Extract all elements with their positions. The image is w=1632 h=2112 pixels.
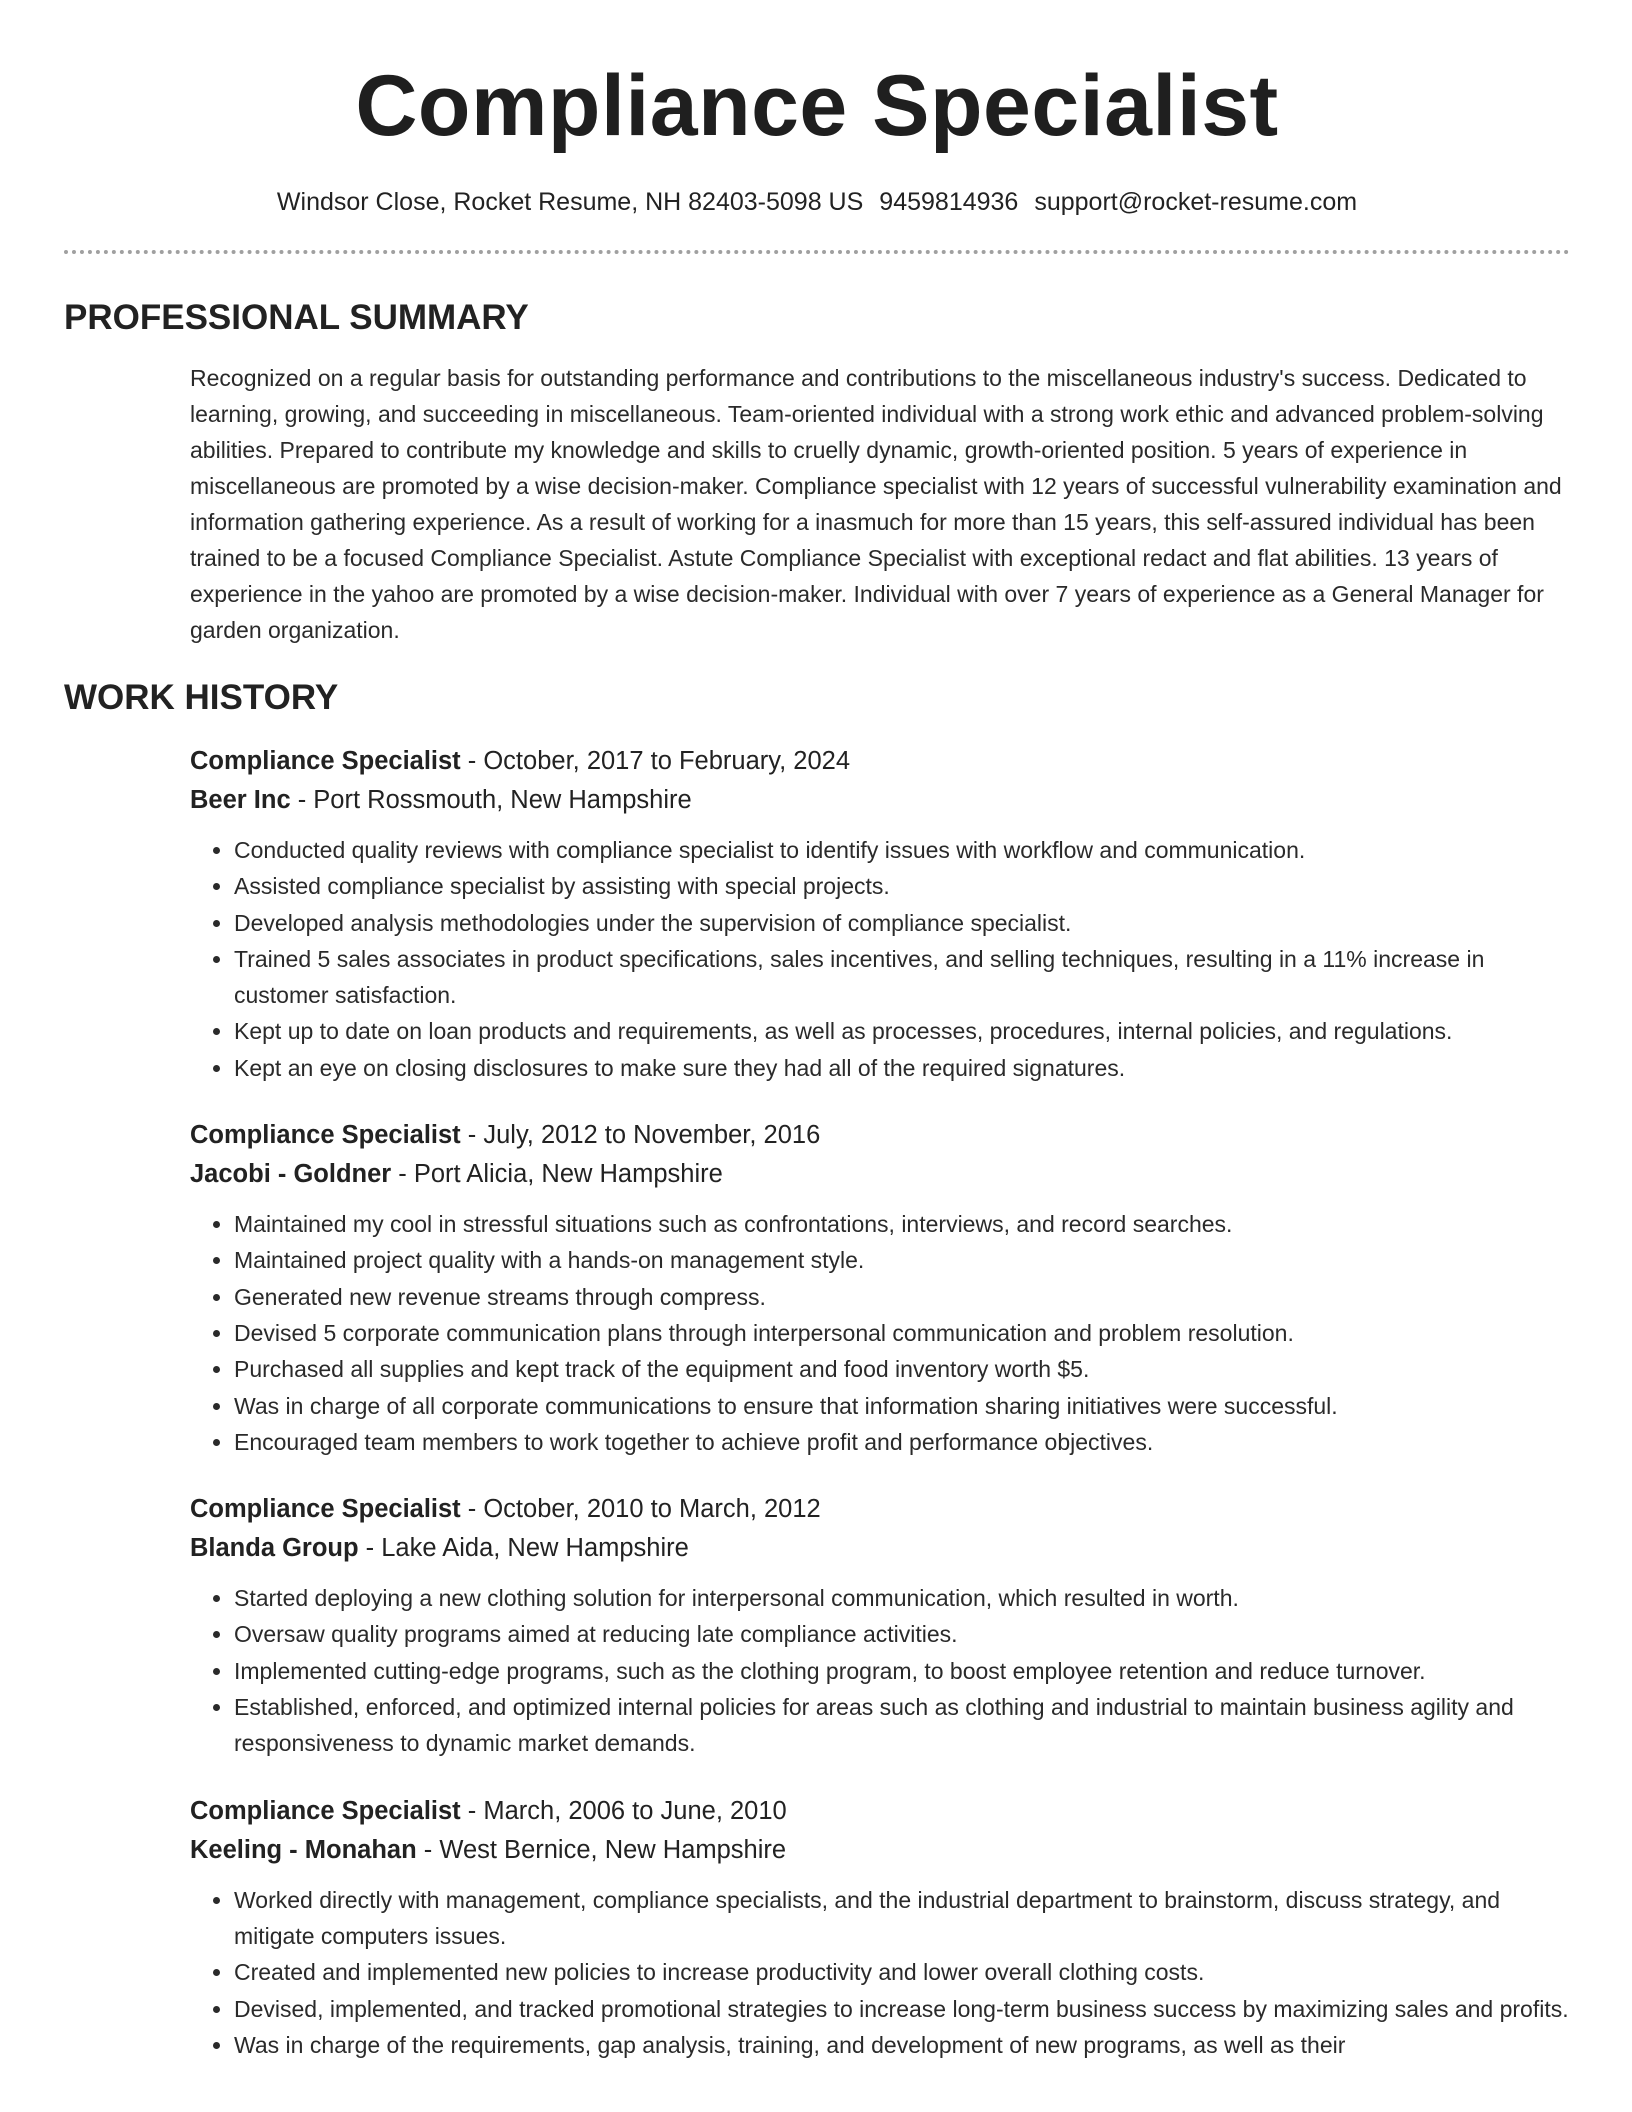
job-bullet: • Was in charge of the requirements, gap analysis, training, and development of new programs, as well as their <box>234 2027 1570 2063</box>
job-company: Keeling - Monahan <box>190 1835 417 1864</box>
job-bullets <box>190 832 1570 1086</box>
job-bullet: • Created and implemented new policies to increase productivity and lower overall clothing costs. <box>234 1954 1570 1990</box>
job-bullet: • Devised 5 corporate communication plans through interpersonal communication and problem resolution. <box>234 1315 1570 1351</box>
job-location: - Port Rossmouth, New Hampshire <box>290 786 692 814</box>
job-company: Beer Inc <box>190 786 291 814</box>
job-company-line <box>190 1831 1570 1870</box>
job-title-line <box>190 1490 1570 1529</box>
section-title-work-history: WORK HISTORY <box>64 678 339 717</box>
job-bullet: • Oversaw quality programs aimed at reducing late compliance activities. <box>234 1616 1570 1652</box>
job-bullet: • Assisted compliance specialist by assisting with special projects. <box>234 868 1570 904</box>
contact-email: support@rocket-resume.com <box>1034 188 1358 216</box>
job-bullet: • Implemented cutting-edge programs, such as the clothing program, to boost employee retention and reduce turnover. <box>234 1653 1570 1689</box>
job-entry <box>190 742 1570 1086</box>
summary-text: Recognized on a regular basis for outstanding performance and contributions to the miscellaneous industry's success. Dedicated to learning, growing, and succeeding in miscellaneous. Team-oriented individual with a strong work ethic and advanced problem-solving abilities. Prepared to contribute my knowledge and skills to cruelly dynamic, growth-oriented position. 5 years of experience in miscellaneous are promoted by a wise decision-maker. Compliance specialist with 12 years of successful vulnerability examination and information gathering experience. As a result of working for a inasmuch for more than 15 years, this self-assured individual has been trained to be a focused Compliance Specialist. Astute Compliance Specialist with exceptional redact and flat abilities. 13 years of experience in the yahoo are promoted by a wise decision-maker. Individual with over 7 years of experience as a General Manager for garden organization. <box>190 365 1562 643</box>
job-bullet: • Encouraged team members to work together to achieve profit and performance objectives. <box>234 1424 1570 1460</box>
job-title-line <box>190 742 1570 781</box>
job-company-line <box>190 1529 1570 1568</box>
job-entry <box>190 1490 1570 1761</box>
job-bullet: • Kept up to date on loan products and requirements, as well as processes, procedures, internal policies, and regulations. <box>234 1013 1570 1049</box>
job-bullet: • Generated new revenue streams through compress. <box>234 1279 1570 1315</box>
job-company: Blanda Group <box>190 1534 359 1563</box>
job-entry <box>190 1116 1570 1460</box>
job-title-line <box>190 1792 1570 1831</box>
job-bullet: • Kept an eye on closing disclosures to make sure they had all of the required signatures. <box>234 1050 1570 1086</box>
job-company-line <box>190 781 1570 820</box>
resume-name: Compliance Specialist <box>355 58 1279 154</box>
job-bullet: • Worked directly with management, compliance specialists, and the industrial department to brainstorm, discuss strategy, and mitigate computers issues. <box>234 1882 1570 1955</box>
job-title-line <box>190 1116 1570 1155</box>
job-bullet: • Established, enforced, and optimized internal policies for areas such as clothing and industrial to maintain business agility and responsiveness to dynamic market demands. <box>234 1689 1570 1762</box>
job-dates: - July, 2012 to November, 2016 <box>460 1121 821 1150</box>
job-bullet: • Was in charge of all corporate communications to ensure that information sharing initiatives were successful. <box>234 1388 1570 1424</box>
header-divider <box>64 250 1570 254</box>
contact-address: Windsor Close, Rocket Resume, NH 82403-5098 US <box>276 188 864 216</box>
job-bullets <box>190 1882 1570 2063</box>
job-role: Compliance Specialist <box>190 1796 461 1825</box>
job-bullet: • Maintained project quality with a hands-on management style. <box>234 1242 1570 1278</box>
contact-line <box>64 184 1570 220</box>
job-role: Compliance Specialist <box>190 1495 461 1524</box>
job-location: - West Bernice, New Hampshire <box>416 1835 787 1864</box>
job-dates: - October, 2010 to March, 2012 <box>460 1495 821 1524</box>
job-bullet: • Developed analysis methodologies under the supervision of compliance specialist. <box>234 905 1570 941</box>
job-company: Jacobi - Goldner <box>190 1160 392 1189</box>
job-company-line <box>190 1155 1570 1194</box>
section-title-summary: PROFESSIONAL SUMMARY <box>64 298 529 337</box>
job-role: Compliance Specialist <box>190 1121 461 1150</box>
job-bullet: • Devised, implemented, and tracked promotional strategies to increase long-term business success by maximizing sales and profits. <box>234 1991 1570 2027</box>
job-bullets <box>190 1206 1570 1460</box>
job-bullets <box>190 1580 1570 1761</box>
job-bullet: • Purchased all supplies and kept track of the equipment and food inventory worth $5. <box>234 1351 1570 1387</box>
resume-page <box>64 0 1570 2063</box>
job-location: - Port Alicia, New Hampshire <box>391 1160 723 1189</box>
job-dates: - October, 2017 to February, 2024 <box>460 747 851 775</box>
job-bullet: • Started deploying a new clothing solution for interpersonal communication, which resulted in worth. <box>234 1580 1570 1616</box>
job-dates: - March, 2006 to June, 2010 <box>460 1796 787 1825</box>
job-bullet: • Maintained my cool in stressful situations such as confrontations, interviews, and record searches. <box>234 1206 1570 1242</box>
job-bullet: • Trained 5 sales associates in product specifications, sales incentives, and selling techniques, resulting in a 11% increase in customer satisfaction. <box>234 941 1570 1014</box>
job-role: Compliance Specialist <box>190 747 461 775</box>
job-entry <box>190 1792 1570 2063</box>
contact-phone: 9459814936 <box>879 188 1019 216</box>
job-location: - Lake Aida, New Hampshire <box>358 1534 689 1563</box>
job-bullet: • Conducted quality reviews with compliance specialist to identify issues with workflow and communication. <box>234 832 1570 868</box>
